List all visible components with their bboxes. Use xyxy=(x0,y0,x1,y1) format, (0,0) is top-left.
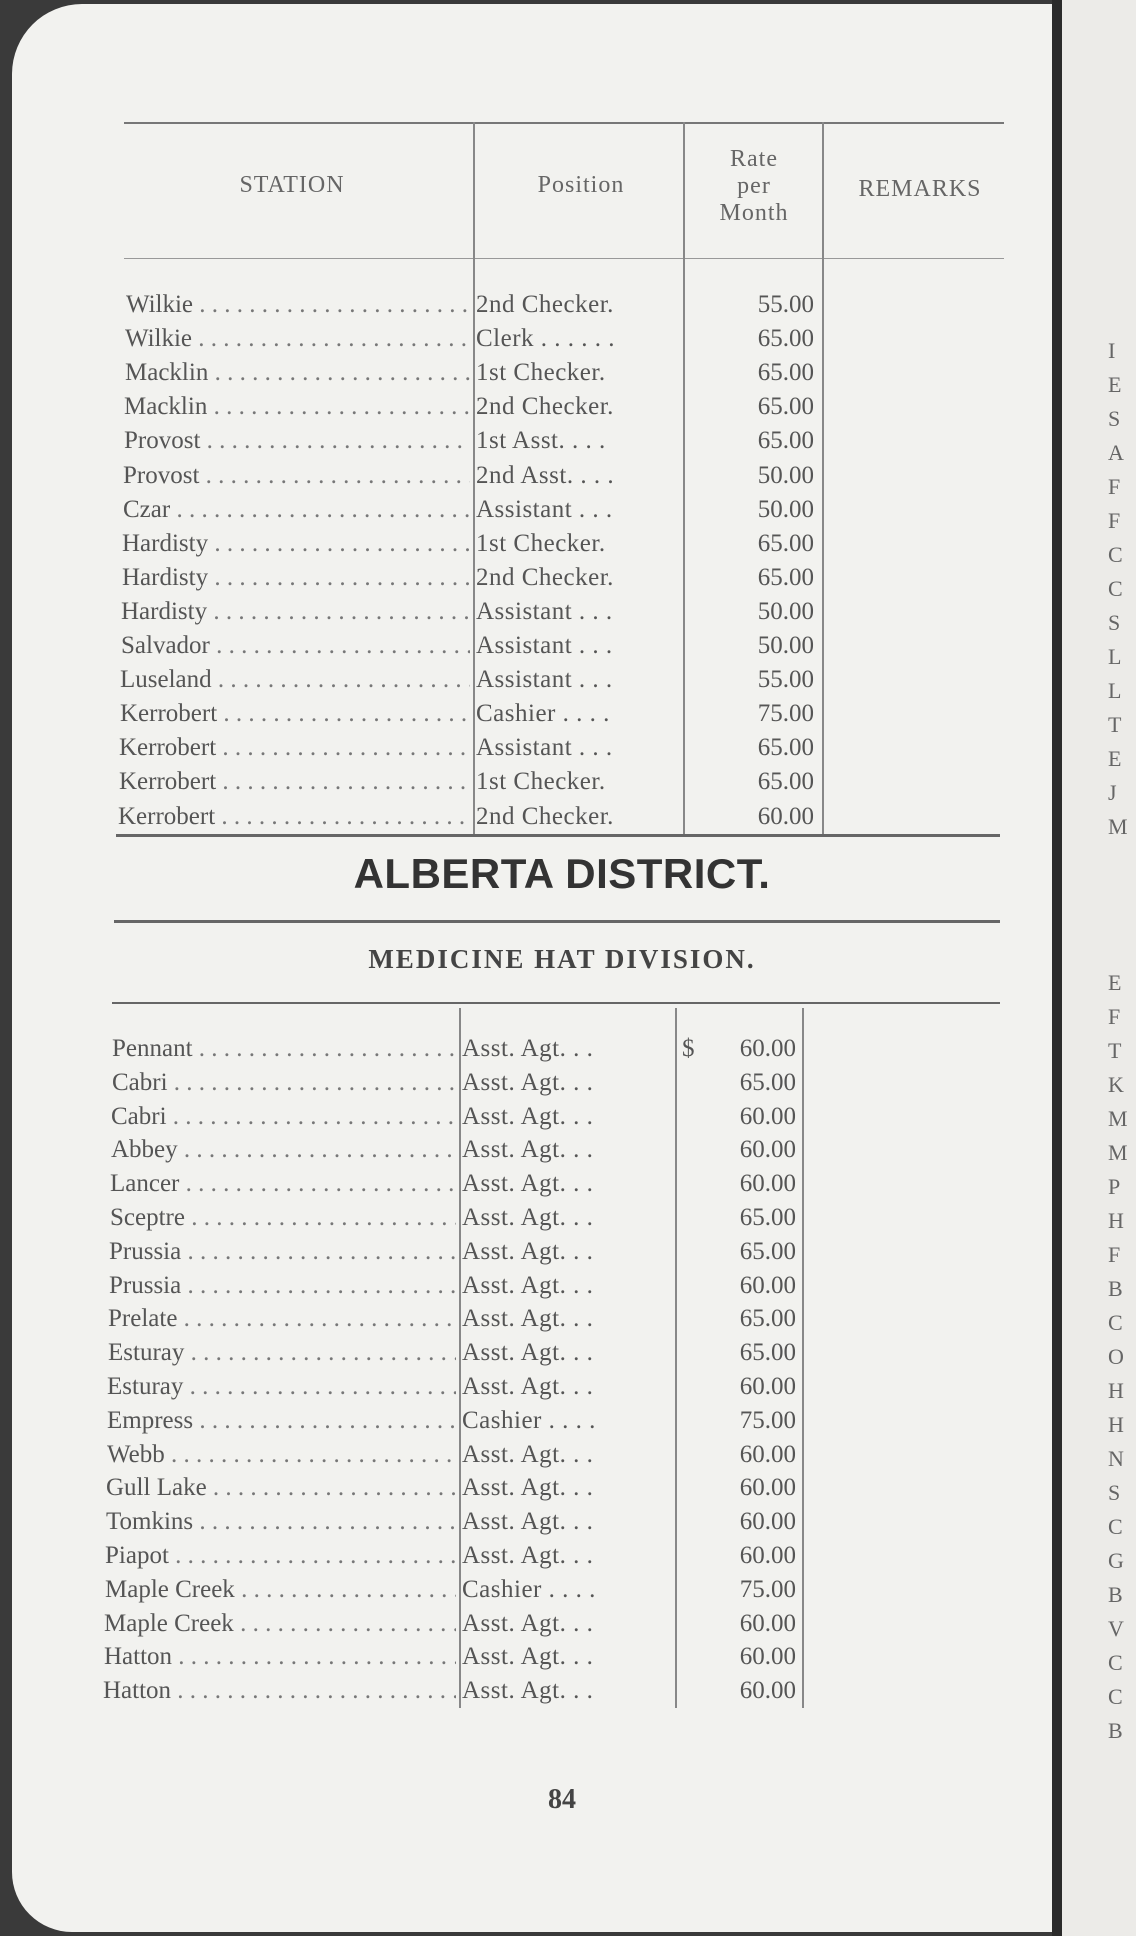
monthly-rate: 65.00 xyxy=(757,768,814,796)
table-row xyxy=(12,595,1052,629)
facing-page-letter: E xyxy=(1108,746,1122,771)
monthly-rate: 60.00 xyxy=(739,1542,796,1569)
position-title: Asst. Agt. . . xyxy=(462,1440,594,1468)
table-row xyxy=(12,1167,1052,1201)
facing-page-letter: T xyxy=(1108,712,1122,737)
facing-page-letter: C xyxy=(1108,576,1123,601)
monthly-rate: 60.00 xyxy=(739,1677,796,1705)
facing-page-letter: C xyxy=(1108,1650,1123,1675)
monthly-rate: 60.00 xyxy=(739,1136,796,1164)
table-row xyxy=(12,1607,1052,1641)
position-title: Asst. Agt. . . xyxy=(462,1508,594,1536)
position-title: 2nd Checker. xyxy=(476,563,614,591)
position-title: Asst. Agt. . . xyxy=(462,1204,594,1231)
facing-page-letter: J xyxy=(1108,780,1117,805)
header-rate xyxy=(684,146,824,227)
table-row xyxy=(12,697,1052,731)
position-title: Clerk . . . . . . xyxy=(476,325,616,353)
station-name: Czar . . . xyxy=(123,493,470,527)
position-title: Assistant . . . xyxy=(476,632,613,659)
monthly-rate: 50.00 xyxy=(757,632,814,659)
station-name: Kerrobert . . . xyxy=(119,731,470,765)
station-name: Gull Lake . . . xyxy=(106,1471,456,1505)
header-remarks: REMARKS xyxy=(858,176,982,202)
table-row xyxy=(12,561,1052,595)
table-row xyxy=(12,1674,1052,1708)
position-title: 1st Asst. . . . xyxy=(476,427,606,455)
monthly-rate: 75.00 xyxy=(757,700,814,728)
facing-page-letter: H xyxy=(1108,1412,1124,1437)
facing-page-letter: G xyxy=(1108,1548,1124,1573)
table-row xyxy=(12,765,1052,799)
monthly-rate: 55.00 xyxy=(757,291,814,318)
facing-page-letter: H xyxy=(1108,1208,1124,1233)
table-row xyxy=(12,1438,1052,1472)
station-name: Pennant . . . xyxy=(112,1032,456,1066)
table-row xyxy=(12,1066,1052,1100)
table-row xyxy=(12,527,1052,561)
facing-page-letter: F xyxy=(1108,1242,1121,1267)
facing-page-letter: S xyxy=(1108,1480,1121,1505)
facing-page-letter: S xyxy=(1108,406,1121,431)
station-name: Webb . . . xyxy=(107,1438,456,1472)
header-rate-line-1: Rate xyxy=(730,146,778,172)
station-name: Esturay . . . xyxy=(108,1336,456,1370)
table-row xyxy=(12,1539,1052,1573)
station-name: Lancer . . . xyxy=(110,1167,456,1201)
facing-page-letter: F xyxy=(1108,474,1121,499)
monthly-rate: 65.00 xyxy=(757,427,814,455)
table-row xyxy=(12,1505,1052,1539)
table-row xyxy=(12,1404,1052,1438)
facing-page-letter: C xyxy=(1108,1514,1123,1539)
table-row xyxy=(12,1336,1052,1370)
station-name: Sceptre . . . xyxy=(110,1201,456,1235)
position-title: 2nd Checker. xyxy=(476,291,614,318)
facing-page-letter: O xyxy=(1108,1344,1124,1369)
header-station: STATION xyxy=(239,172,345,198)
position-title: Asst. Agt. . . xyxy=(462,1339,594,1367)
position-title: Assistant . . . xyxy=(476,495,613,523)
position-title: Asst. Agt. . . xyxy=(462,1643,594,1671)
position-title: Assistant . . . xyxy=(476,597,613,625)
position-title: 2nd Checker. xyxy=(476,393,614,421)
position-title: Asst. Agt. . . xyxy=(462,1068,594,1096)
monthly-rate: 65.00 xyxy=(739,1068,796,1096)
facing-page-edge xyxy=(1062,0,1136,1936)
table-row xyxy=(12,1032,1052,1066)
facing-page-letter: L xyxy=(1108,678,1122,703)
position-title: Assistant . . . xyxy=(476,734,613,762)
station-name: Wilkie . . . xyxy=(125,322,470,356)
station-name: Macklin . . . xyxy=(124,390,470,424)
position-title: 2nd Asst. . . . xyxy=(476,461,615,489)
table-row xyxy=(12,1235,1052,1269)
table-row xyxy=(12,1573,1052,1607)
facing-page-letter: B xyxy=(1108,1582,1123,1607)
monthly-rate: 75.00 xyxy=(739,1575,796,1603)
facing-page-letter: C xyxy=(1108,1310,1123,1335)
facing-page-letter: N xyxy=(1108,1446,1124,1471)
position-title: Asst. Agt. . . xyxy=(462,1609,594,1637)
monthly-rate: 65.00 xyxy=(757,734,814,762)
facing-page-letter: H xyxy=(1108,1378,1124,1403)
facing-page-letter: V xyxy=(1108,1616,1124,1641)
monthly-rate: 60.00 xyxy=(739,1609,796,1637)
position-title: Cashier . . . . xyxy=(476,700,610,728)
station-name: Hardisty . . . xyxy=(121,595,470,629)
facing-page-letter: T xyxy=(1108,1038,1122,1063)
division-top-rule xyxy=(114,920,1000,923)
table-row xyxy=(12,424,1052,458)
station-name: Empress . . . xyxy=(107,1404,456,1438)
monthly-rate: 65.00 xyxy=(757,393,814,421)
station-name: Kerrobert . . . xyxy=(120,697,470,731)
table-row xyxy=(12,1302,1052,1336)
station-name: Tomkins . . . xyxy=(106,1505,456,1539)
monthly-rate: 65.00 xyxy=(739,1339,796,1367)
facing-page-letter: B xyxy=(1108,1276,1123,1301)
station-name: Macklin . . . xyxy=(125,356,470,390)
facing-page-letter: I xyxy=(1108,338,1116,363)
division-title: MEDICINE HAT DIVISION. xyxy=(368,944,756,974)
table-row xyxy=(12,1100,1052,1134)
table-row xyxy=(12,1471,1052,1505)
station-name: Cabri . . . xyxy=(111,1100,456,1134)
station-name: Cabri . . . xyxy=(112,1066,456,1100)
facing-page-letter: F xyxy=(1108,508,1121,533)
position-title: Asst. Agt. . . xyxy=(462,1305,594,1333)
facing-page-letter: M xyxy=(1108,1106,1128,1131)
station-name: Salvador . . . xyxy=(121,629,470,663)
facing-page-letter: E xyxy=(1108,372,1122,397)
table-row xyxy=(12,390,1052,424)
station-name: Hatton . . . xyxy=(103,1674,456,1708)
position-title: Asst. Agt. . . xyxy=(462,1035,594,1062)
table-row xyxy=(12,356,1052,390)
facing-page-letter: K xyxy=(1108,1072,1124,1097)
monthly-rate: 50.00 xyxy=(757,495,814,523)
facing-page-letter: F xyxy=(1108,1004,1121,1029)
facing-page-letter: M xyxy=(1108,814,1128,839)
table-row xyxy=(12,459,1052,493)
table-row xyxy=(12,1269,1052,1303)
monthly-rate: 65.00 xyxy=(757,359,814,387)
position-title: Asst. Agt. . . xyxy=(462,1271,594,1299)
facing-page-letter: C xyxy=(1108,1684,1123,1709)
station-name: Provost . . . xyxy=(124,424,470,458)
facing-page-letter: A xyxy=(1108,440,1124,465)
table-row xyxy=(12,800,1052,834)
monthly-rate: 60.00 xyxy=(739,1643,796,1671)
position-title: Asst. Agt. . . xyxy=(462,1237,594,1265)
position-title: 2nd Checker. xyxy=(476,802,614,830)
monthly-rate: 60.00 xyxy=(739,1440,796,1468)
position-title: Asst. Agt. . . xyxy=(462,1136,594,1164)
station-name: Luseland . . . xyxy=(120,663,470,697)
book-spine xyxy=(1052,0,1062,1936)
monthly-rate: 50.00 xyxy=(757,461,814,489)
monthly-rate: 60.00 xyxy=(739,1373,796,1400)
station-name: Maple Creek . . . xyxy=(105,1573,456,1607)
table-row xyxy=(12,731,1052,765)
monthly-rate: 60.00 xyxy=(739,1271,796,1299)
table1-bottom-rule xyxy=(116,834,1000,837)
position-title: 1st Checker. xyxy=(476,768,606,796)
table-row xyxy=(12,629,1052,663)
facing-page-letter: B xyxy=(1108,1718,1123,1743)
facing-page-letter: L xyxy=(1108,644,1122,669)
monthly-rate: 65.00 xyxy=(757,563,814,591)
division-bottom-rule xyxy=(112,1002,1000,1004)
station-name: Wilkie . . . xyxy=(126,288,470,322)
station-name: Kerrobert . . . xyxy=(119,765,470,799)
monthly-rate: 60.00 xyxy=(739,1474,796,1502)
monthly-rate: 75.00 xyxy=(739,1406,796,1434)
position-title: Cashier . . . . xyxy=(462,1406,596,1434)
top-rule xyxy=(124,122,1004,124)
position-title: Asst. Agt. . . xyxy=(462,1542,594,1569)
station-name: Esturay . . . xyxy=(107,1370,456,1404)
monthly-rate: 65.00 xyxy=(739,1237,796,1265)
monthly-rate: 50.00 xyxy=(757,597,814,625)
position-title: 1st Checker. xyxy=(476,359,606,387)
page-number: 84 xyxy=(548,1784,576,1815)
station-name: Provost . . . xyxy=(123,459,470,493)
monthly-rate: 65.00 xyxy=(739,1305,796,1333)
facing-page-letter: P xyxy=(1108,1174,1121,1199)
station-name: Prussia . . . xyxy=(109,1269,456,1303)
book-page xyxy=(12,4,1052,1932)
station-name: Abbey . . . xyxy=(111,1133,456,1167)
position-title: Assistant . . . xyxy=(476,666,613,694)
position-title: Asst. Agt. . . xyxy=(462,1170,594,1198)
table-row xyxy=(12,1133,1052,1167)
monthly-rate: 60.00 xyxy=(739,1170,796,1198)
monthly-rate: 55.00 xyxy=(757,666,814,694)
station-name: Kerrobert . . . xyxy=(118,800,470,834)
table-row xyxy=(12,1640,1052,1674)
position-title: Asst. Agt. . . xyxy=(462,1373,594,1400)
monthly-rate: 65.00 xyxy=(757,529,814,557)
table-row xyxy=(12,1201,1052,1235)
station-name: Prussia . . . xyxy=(109,1235,456,1269)
monthly-rate: 60.00 xyxy=(757,802,814,830)
table-row xyxy=(12,288,1052,322)
station-name: Hardisty . . . xyxy=(122,561,470,595)
currency-symbol: $ xyxy=(682,1035,695,1062)
facing-page-letter: E xyxy=(1108,970,1122,995)
facing-page-letter: S xyxy=(1108,610,1121,635)
header-bottom-rule xyxy=(124,258,1004,259)
station-name: Hatton . . . xyxy=(104,1640,456,1674)
district-title: ALBERTA DISTRICT. xyxy=(353,850,771,897)
monthly-rate: 60.00 xyxy=(739,1508,796,1536)
station-name: Prelate . . . xyxy=(108,1302,456,1336)
monthly-rate: 60.00 xyxy=(739,1102,796,1130)
station-name: Hardisty . . . xyxy=(122,527,470,561)
table-row xyxy=(12,493,1052,527)
position-title: Asst. Agt. . . xyxy=(462,1102,594,1130)
header-rate-line-2: per xyxy=(737,173,771,199)
facing-page-letter: C xyxy=(1108,542,1123,567)
position-title: Asst. Agt. . . xyxy=(462,1474,594,1502)
table-row xyxy=(12,1370,1052,1404)
station-name: Piapot . . . xyxy=(105,1539,456,1573)
station-name: Maple Creek . . . xyxy=(104,1607,456,1641)
position-title: 1st Checker. xyxy=(476,529,606,557)
header-rate-line-3: Month xyxy=(719,200,789,226)
position-title: Asst. Agt. . . xyxy=(462,1677,594,1705)
table-row xyxy=(12,663,1052,697)
table-row xyxy=(12,322,1052,356)
monthly-rate: 65.00 xyxy=(757,325,814,353)
facing-page-letter: M xyxy=(1108,1140,1128,1165)
position-title: Cashier . . . . xyxy=(462,1575,596,1603)
monthly-rate: 60.00 xyxy=(739,1035,796,1062)
header-position: Position xyxy=(537,172,625,198)
monthly-rate: 65.00 xyxy=(739,1204,796,1231)
